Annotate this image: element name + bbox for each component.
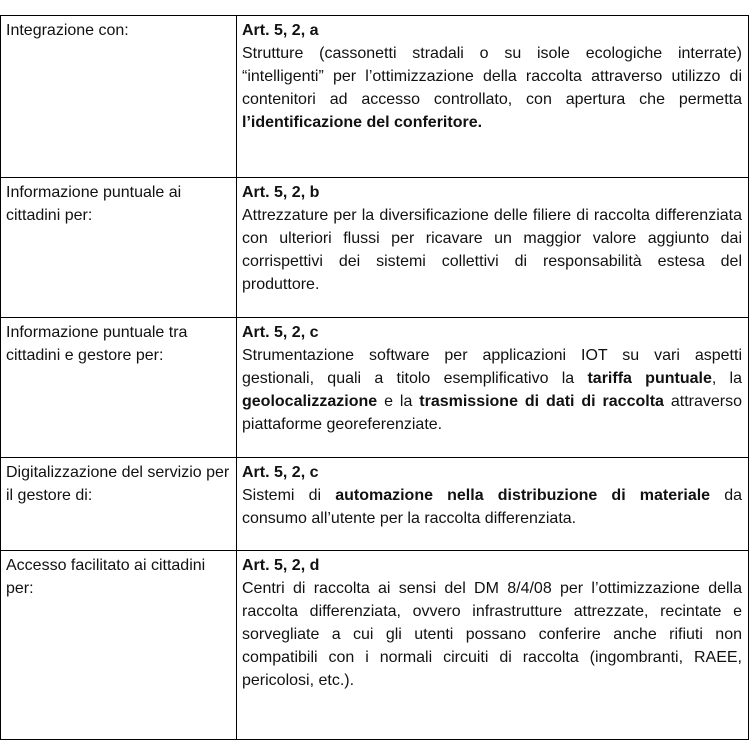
table-row — [1, 458, 749, 551]
row-label-cell — [1, 458, 237, 551]
row-label: Integrazione con: — [6, 22, 129, 39]
article-reference: Art. 5, 2, d — [242, 557, 320, 574]
table-row — [1, 551, 749, 740]
description-text: Sistemi di — [242, 487, 336, 504]
article-description — [242, 347, 742, 433]
description-emphasis: tariffa puntuale — [587, 370, 712, 387]
article-description — [242, 207, 742, 293]
table-row — [1, 178, 749, 318]
table-row — [1, 318, 749, 458]
article-table — [0, 15, 749, 740]
description-text: Strutture (cassonetti stradali o su isole ecologiche interrate) “intelligenti” per l’ottimizzazione della raccolta attraverso utilizzo di contenitori ad accesso controllato, con apertura che permetta — [242, 45, 742, 108]
row-description-cell — [237, 551, 749, 740]
row-label: Digitalizzazione del servizio per il gestore di: — [6, 464, 230, 504]
row-description-cell — [237, 318, 749, 458]
description-text: e la — [377, 393, 420, 410]
description-emphasis: l’identificazione del conferitore. — [242, 114, 483, 131]
table-row — [1, 16, 749, 178]
description-text: attraverso piattaforme georeferenziate. — [242, 393, 742, 433]
article-reference: Art. 5, 2, c — [242, 464, 319, 481]
description-emphasis: trasmissione di dati di raccolta — [419, 393, 664, 410]
article-reference: Art. 5, 2, a — [242, 22, 319, 39]
article-reference: Art. 5, 2, c — [242, 324, 319, 341]
description-text: da consumo all’utente per la raccolta differenziata. — [242, 487, 743, 527]
description-emphasis: geolocalizzazione — [242, 393, 378, 410]
row-label-cell — [1, 318, 237, 458]
row-description-cell — [237, 16, 749, 178]
row-label: Informazione puntuale tra cittadini e gestore per: — [6, 324, 188, 364]
row-label: Informazione puntuale ai cittadini per: — [6, 184, 182, 224]
description-text: , la — [711, 370, 742, 387]
row-label-cell — [1, 16, 237, 178]
row-label: Accesso facilitato ai cittadini per: — [6, 557, 206, 597]
row-label-cell — [1, 551, 237, 740]
article-description — [242, 45, 742, 131]
description-text: Attrezzature per la diversificazione delle filiere di raccolta differenziata con ulteriori flussi per ricavare un maggior valore aggiunto dai corrispettivi dei sistemi collettivi di responsabilità estesa del produttore. — [242, 207, 742, 293]
description-text: Strumentazione software per applicazioni IOT su vari aspetti gestionali, quali a titolo esemplificativo la — [242, 347, 742, 387]
row-label-cell — [1, 178, 237, 318]
article-description — [242, 487, 742, 527]
article-description — [242, 580, 742, 689]
article-reference: Art. 5, 2, b — [242, 184, 320, 201]
description-emphasis: automazione nella distribuzione di materiale — [335, 487, 711, 504]
description-text: Centri di raccolta ai sensi del DM 8/4/08 per l’ottimizzazione della raccolta differenziata, ovvero infrastrutture attrezzate, recintate e sorvegliate a cui gli utenti possano conferire anche rifiuti non compatibili con i normali circuiti di raccolta (ingombranti, RAEE, pericolosi, etc.). — [242, 580, 742, 689]
row-description-cell — [237, 178, 749, 318]
row-description-cell — [237, 458, 749, 551]
